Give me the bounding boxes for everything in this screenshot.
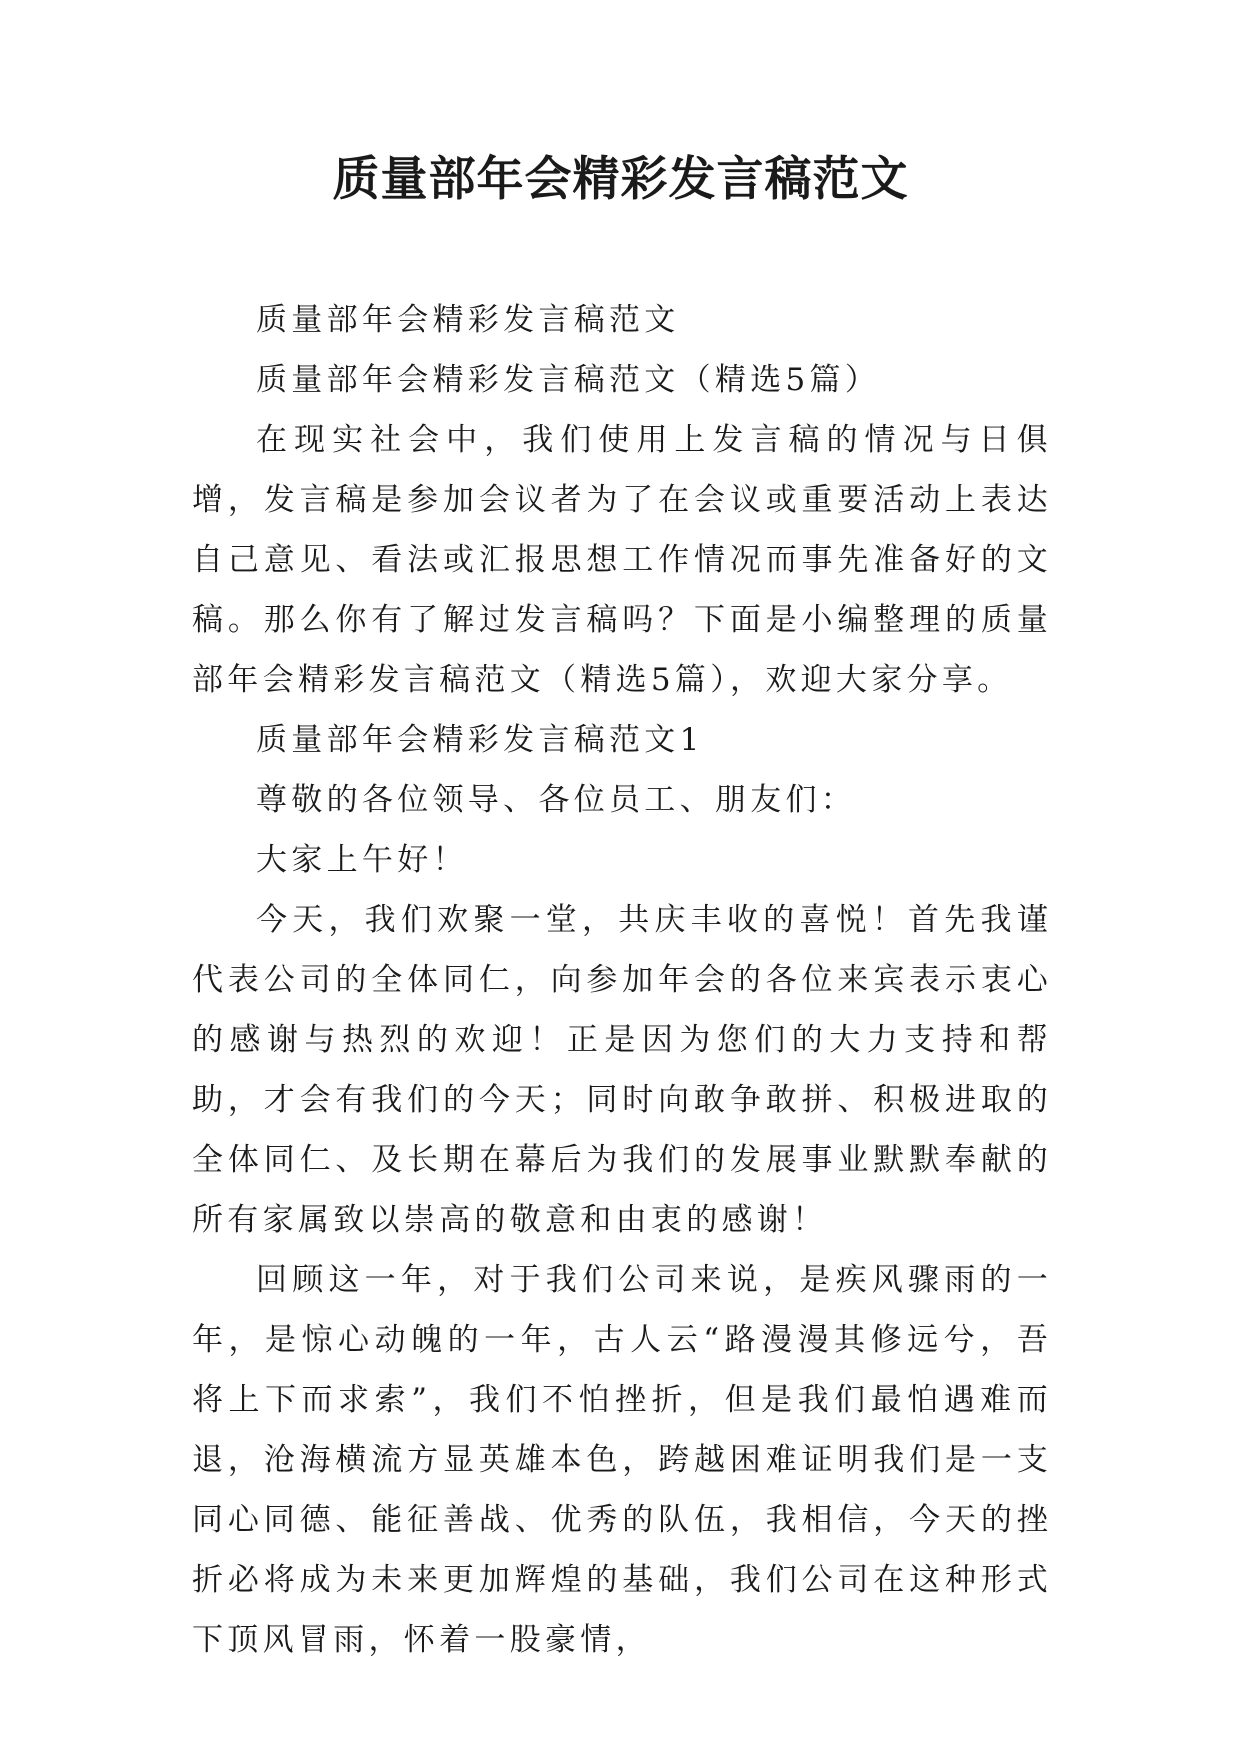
document-title: 质量部年会精彩发言稿范文	[332, 152, 909, 207]
paragraph-intro: 在现实社会中，我们使用上发言稿的情况与日俱增，发言稿是参加会议者为了在会议或重要活动上表达自己意见、看法或汇报思想工作情况而事先准备好的文稿。那么你有了解过发言稿吗？下面是小编整理的质量部年会精彩发言稿范文（精选5篇），欢迎大家分享。	[192, 422, 1052, 698]
paragraph-greeting: 大家上午好！	[256, 842, 468, 878]
paragraph-body-1: 今天，我们欢聚一堂，共庆丰收的喜悦！首先我谨代表公司的全体同仁，向参加年会的各位来宾表示衷心的感谢与热烈的欢迎！正是因为您们的大力支持和帮助，才会有我们的今天；同时向敢争敢拼、积极进取的全体同仁、及长期在幕后为我们的发展事业默默奉献的所有家属致以崇高的敬意和由衷的感谢！	[192, 902, 1052, 1238]
paragraph-salutation: 尊敬的各位领导、各位员工、朋友们：	[256, 782, 857, 818]
document-body	[192, 290, 1052, 1670]
paragraph-heading: 质量部年会精彩发言稿范文	[256, 302, 680, 338]
paragraph-subtitle: 质量部年会精彩发言稿范文（精选5篇）	[256, 362, 881, 398]
paragraph-section-title: 质量部年会精彩发言稿范文1	[256, 722, 704, 758]
paragraph-body-2: 回顾这一年，对于我们公司来说，是疾风骤雨的一年，是惊心动魄的一年，古人云“路漫漫其修远兮，吾将上下而求索”，我们不怕挫折，但是我们最怕遇难而退，沧海横流方显英雄本色，跨越困难证明我们是一支同心同德、能征善战、优秀的队伍，我相信，今天的挫折必将成为未来更加辉煌的基础，我们公司在这种形式下顶风冒雨，怀着一股豪情，	[192, 1262, 1052, 1658]
